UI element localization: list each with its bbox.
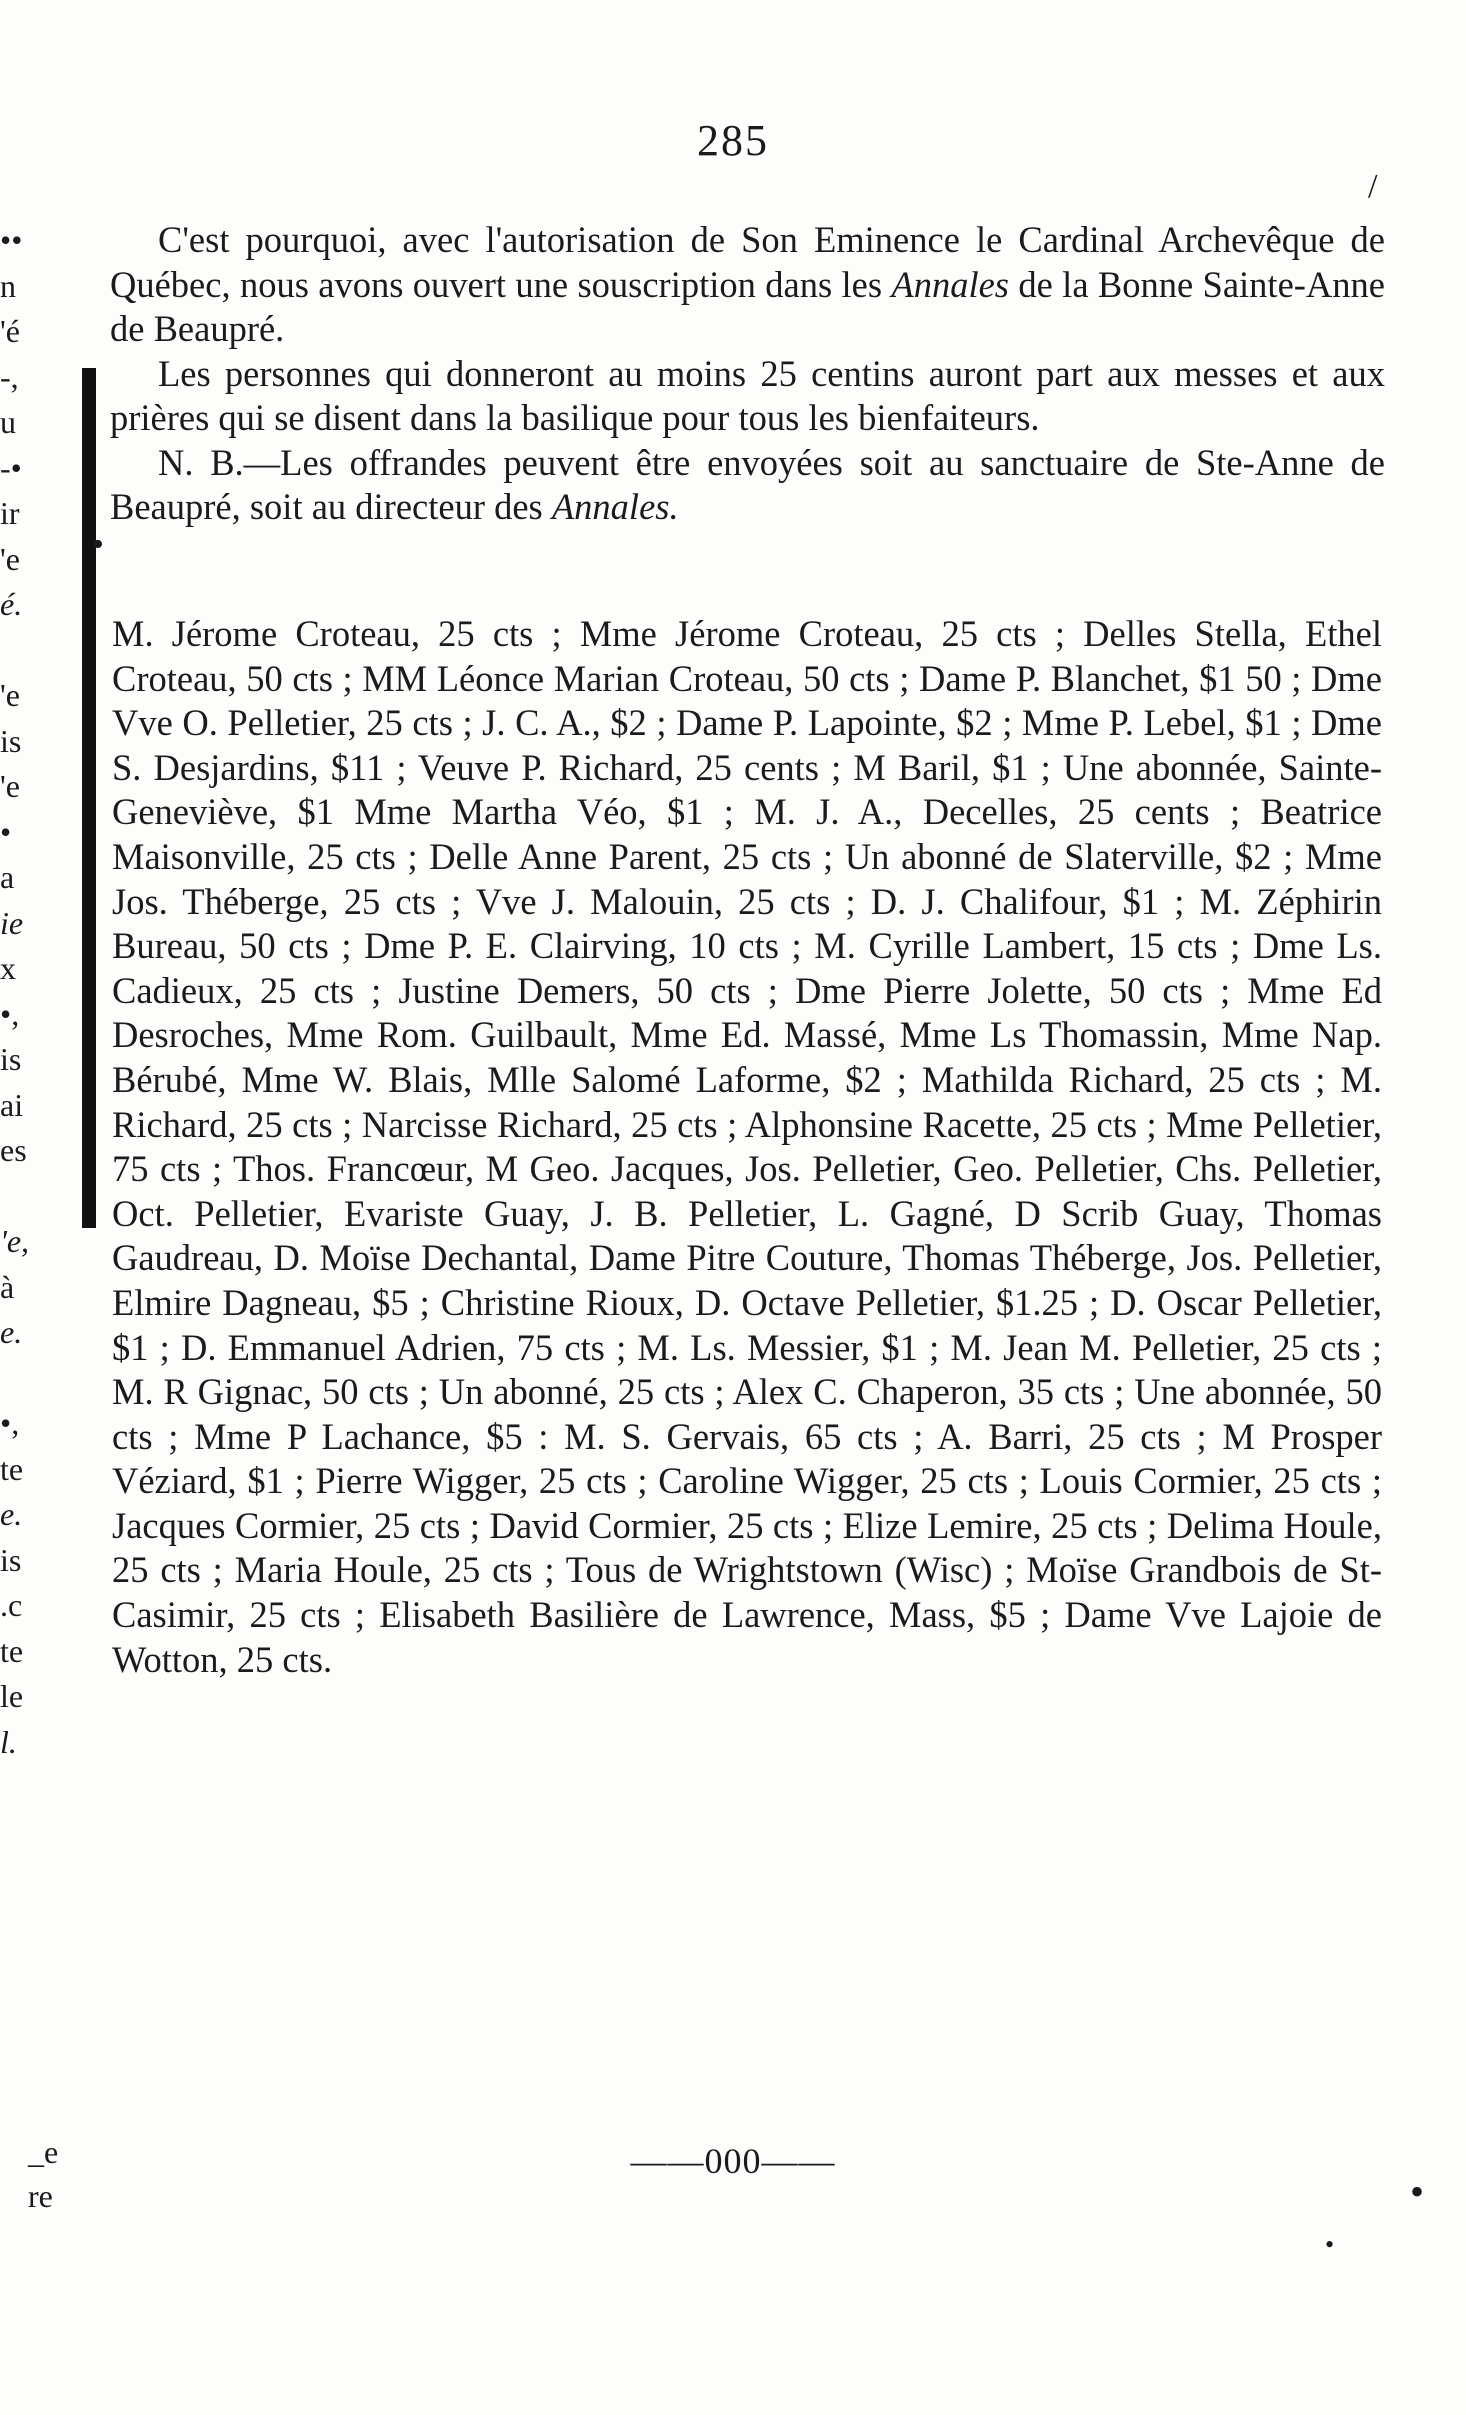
stray-dot: • xyxy=(1410,2169,1425,2214)
page-number: 285 xyxy=(697,116,769,165)
text-run: Les personnes qui donneront au moins 25 centins auront part aux messes et aux prières qui se disent dans la basilique pour tous les bienfaiteurs. xyxy=(110,352,1385,438)
margin-fragment: _e xyxy=(28,2134,59,2170)
stray-mark: / xyxy=(1368,168,1378,205)
margin-fragment: is xyxy=(0,1041,22,1077)
intro-paragraphs xyxy=(110,218,1385,530)
margin-fragment: l. xyxy=(0,1723,17,1760)
margin-fragment: ai xyxy=(0,1086,24,1123)
margin-fragment: -• xyxy=(0,449,22,486)
margin-fragment: .c xyxy=(0,1587,23,1623)
left-margin-bleed-through xyxy=(0,218,70,1765)
margin-fragment: -, xyxy=(0,358,19,395)
margin-fragment: n xyxy=(0,267,16,304)
text-run: de la Bonne Sainte-Anne de Beaupré. xyxy=(110,263,1385,349)
binding-shadow-bar xyxy=(82,368,96,1228)
italic-title: Annales. xyxy=(551,486,679,527)
margin-fragment: 'e, xyxy=(0,1223,30,1259)
margin-fragment: te xyxy=(0,1450,24,1487)
margin-fragment: re xyxy=(28,2178,53,2214)
margin-fragment: ie xyxy=(0,904,24,941)
margin-fragment: x xyxy=(0,950,16,986)
margin-fragment: e. xyxy=(0,1496,23,1532)
margin-fragment: •• xyxy=(0,222,23,258)
paragraph xyxy=(110,218,1385,352)
text-run: N. B.—Les offrandes peuvent être envoyées soit au sanctuaire de Ste-Anne de Beaupré, soit au directeur des xyxy=(110,441,1385,527)
margin-fragment: te xyxy=(0,1632,24,1669)
margin-fragment: •, xyxy=(0,1405,20,1441)
margin-fragment: es xyxy=(0,1132,27,1168)
margin-fragment: 'e xyxy=(0,768,20,804)
margin-fragment: à xyxy=(0,1268,15,1305)
donor-list: M. Jérome Croteau, 25 cts ; Mme Jérome Croteau, 25 cts ; Delles Stella, Ethel Croteau, 50 cts ; MM Léonce Marian Croteau, 50 cts ; Dame P. Blanchet, $1 50 ; Dme Vve O. Pelletier, 25 cts ; J. C. A., $2 ; Dame P. Lapointe, $2 ; Mme P. Lebel, $1 ; Dme S. Desjardins, $11 ; Veuve P. Richard, 25 cents ; M Baril, $1 ; Une abonnée, Sainte-Geneviève, $1 Mme Martha Véo, $1 ; M. J. A., Decelles, 25 cents ; Beatrice Maisonville, 25 cts ; Delle Anne Parent, 25 cts ; Un abonné de Slaterville, $2 ; Mme Jos. Théberge, 25 cts ; Vve J. Malouin, 25 cts ; D. J. Chalifour, $1 ; M. Zéphirin Bureau, 50 cts ; Dme P. E. Clairving, 10 cts ; M. Cyrille Lambert, 15 cts ; Dme Ls. Cadieux, 25 cts ; Justine Demers, 50 cts ; Dme Pierre Jolette, 50 cts ; Mme Ed Desroches, Mme Rom. Guilbault, Mme Ed. Massé, Mme Ls Thomassin, Mme Nap. Bérubé, Mme W. Blais, Mlle Salomé Laforme, $2 ; Mathilda Richard, 25 cts ; M. Richard, 25 cts ; Narcisse Richard, 25 cts ; Alphonsine Racette, 25 cts ; Mme Pelletier, 75 cts ; Thos. Francœur, M Geo. Jacques, Jos. Pelletier, Geo. Pelletier, Chs. Pelletier, Oct. Pelletier, Evariste Guay, J. B. Pelletier, L. Gagné, D Scrib Guay, Thomas Gaudreau, D. Moïse Dechantal, Dame Pitre Couture, Thomas Théberge, Jos. Pelletier, Elmire Dagneau, $5 ; Christine Rioux, D. Octave Pelletier, $1.25 ; D. Oscar Pelletier, $1 ; D. Emmanuel Adrien, 75 cts ; M. Ls. Messier, $1 ; M. Jean M. Pelletier, 25 cts ; M. R Gignac, 50 cts ; Un abonné, 25 cts ; Alex C. Chaperon, 35 cts ; Une abonnée, 50 cts ; Mme P Lachance, $5 : M. S. Gervais, 65 cts ; A. Barri, 25 cts ; M Prosper Véziard, $1 ; Pierre Wigger, 25 cts ; Caroline Wigger, 25 cts ; Louis Cormier, 25 cts ; Jacques Cormier, 25 cts ; David Cormier, 25 cts ; Elize Lemire, 25 cts ; Delima Houle, 25 cts ; Maria Houle, 25 cts ; Tous de Wrightstown (Wisc) ; Moïse Grandbois de St-Casimir, 25 cts ; Elisabeth Basilière de Lawrence, Mass, $5 ; Dame Vve Lajoie de Wotton, 25 cts. xyxy=(112,613,1382,1680)
margin-fragment: • xyxy=(0,813,12,850)
margin-fragment: is xyxy=(0,1541,22,1578)
end-ornament: ——000—— xyxy=(630,2141,836,2181)
margin-fragment: le xyxy=(0,1678,24,1714)
margin-fragment: u xyxy=(0,404,16,440)
paragraph xyxy=(110,441,1385,530)
margin-bullet: • xyxy=(92,526,104,563)
margin-fragment: é. xyxy=(0,586,23,622)
margin-fragment: e. xyxy=(0,1314,23,1350)
paragraph xyxy=(110,352,1385,441)
margin-fragment: ir xyxy=(0,495,20,531)
margin-fragment: a xyxy=(0,859,15,895)
italic-title: Annales xyxy=(891,263,1010,305)
margin-fragment xyxy=(0,1356,70,1402)
margin-fragment: 'e xyxy=(0,540,20,577)
margin-fragment: 'é xyxy=(0,313,20,349)
margin-fragment: •, xyxy=(0,995,20,1032)
margin-fragment xyxy=(0,628,70,674)
margin-fragment xyxy=(0,1174,70,1220)
text-run: C'est pourquoi, avec l'autorisation de Son Eminence le Cardinal Archevêque de Québec, nous avons ouvert une souscription dans les xyxy=(110,219,1385,305)
stray-dot-small: • xyxy=(1325,2230,1335,2259)
margin-fragment: 'e xyxy=(0,677,20,713)
margin-fragment: is xyxy=(0,722,22,759)
